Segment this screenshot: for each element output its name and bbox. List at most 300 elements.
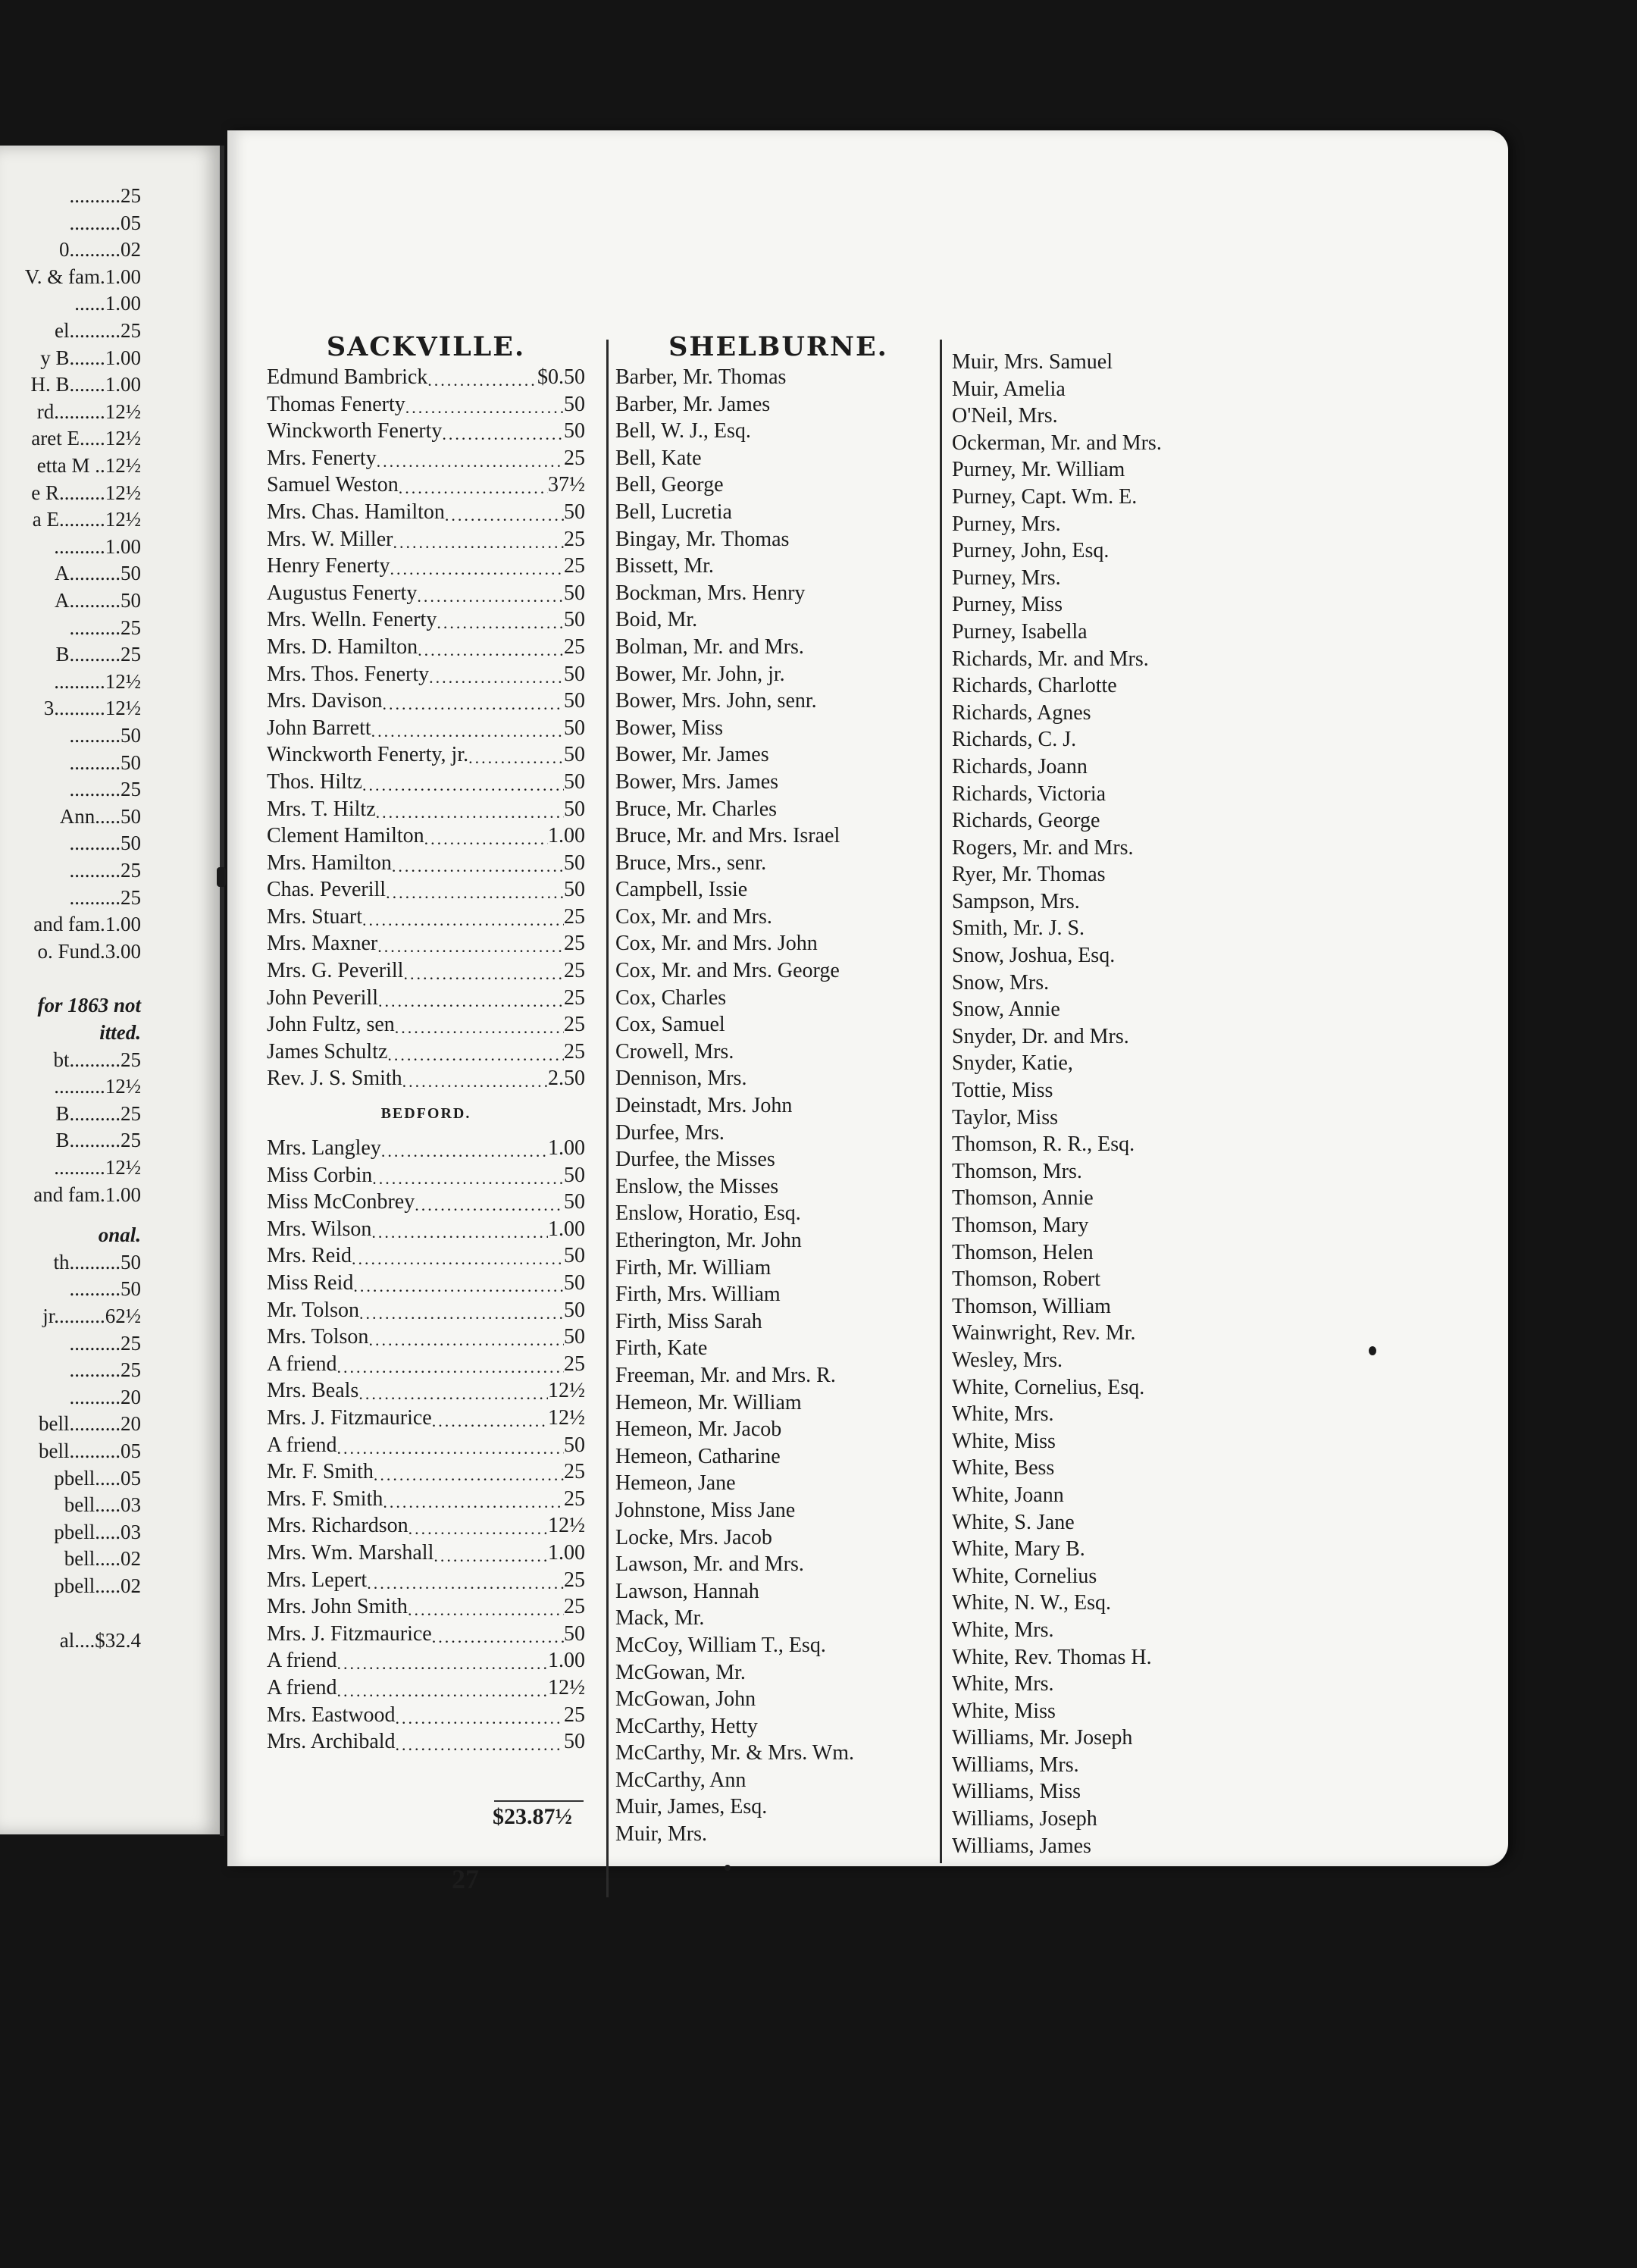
dot-leader — [376, 796, 564, 823]
contribution-entry — [267, 499, 585, 526]
contribution-entry — [267, 580, 585, 607]
left-page-row: a E.........12½ — [32, 508, 141, 531]
contribution-entry — [267, 1216, 585, 1243]
dot-leader — [399, 471, 548, 499]
contribution-amount: 50 — [564, 1621, 585, 1646]
contribution-amount: 12½ — [548, 1405, 585, 1430]
subscriber-name: Bruce, Mrs., senr. — [615, 850, 767, 875]
contributor-name: Mrs. Hamilton — [267, 850, 392, 875]
subscriber-name: Locke, Mrs. Jacob — [615, 1525, 772, 1549]
left-page-row: V. & fam.1.00 — [24, 265, 141, 288]
left-page-row: aret E.....12½ — [31, 427, 141, 450]
left-page-row: pbell.....05 — [54, 1466, 141, 1490]
left-page-row: ..........50 — [69, 750, 141, 774]
contribution-amount: 25 — [564, 1352, 585, 1376]
left-page-row: bell.....02 — [64, 1547, 141, 1571]
contributor-name: Winckworth Fenerty, jr. — [267, 743, 469, 767]
contribution-amount: 25 — [564, 1460, 585, 1484]
dot-leader — [387, 1038, 564, 1066]
contribution-entry — [267, 1405, 585, 1432]
contribution-entry — [267, 876, 585, 904]
contribution-amount: 25 — [564, 959, 585, 983]
subscriber-name: Purney, Mr. William — [952, 458, 1125, 482]
contributor-name: Mrs. G. Peverill — [267, 959, 404, 983]
bedford-total: $23.87½ — [493, 1804, 572, 1829]
dot-leader — [395, 1011, 564, 1038]
contributor-name: Mrs. Reid — [267, 1244, 352, 1268]
subscriber-name: McGowan, Mr. — [615, 1660, 746, 1684]
contribution-entry — [267, 526, 585, 553]
left-page-row: pbell.....02 — [54, 1574, 141, 1597]
dot-leader — [337, 1647, 548, 1674]
dot-leader — [427, 364, 537, 391]
contributor-name: Mrs. Beals — [267, 1379, 359, 1403]
left-page-row: ..........25 — [69, 1331, 141, 1355]
left-page-row: bell..........05 — [39, 1439, 141, 1462]
contribution-amount: 1.00 — [548, 1136, 585, 1161]
contribution-entry — [267, 1567, 585, 1594]
subscriber-name: Hemeon, Catharine — [615, 1444, 781, 1468]
contribution-entry — [267, 1351, 585, 1378]
subscriber-name: Thomson, Mrs. — [952, 1159, 1082, 1183]
subscriber-name: Bower, Mr. John, jr. — [615, 662, 785, 686]
subscriber-name: Bower, Miss — [615, 716, 723, 740]
contribution-entry — [267, 1065, 585, 1092]
subscriber-name: Bell, Kate — [615, 446, 702, 470]
dot-leader — [383, 1486, 564, 1513]
left-page-row: ..........20 — [69, 1385, 141, 1408]
subscriber-name: Firth, Kate — [615, 1336, 708, 1361]
subscriber-name: White, Mrs. — [952, 1672, 1054, 1696]
subscriber-name: McCarthy, Hetty — [615, 1714, 758, 1738]
contribution-amount: 50 — [564, 797, 585, 821]
subscriber-name: Richards, C. J. — [952, 728, 1077, 752]
subscriber-name: White, Mrs. — [952, 1402, 1054, 1427]
dot-leader — [337, 1674, 548, 1702]
subscriber-name: White, Mrs. — [952, 1618, 1054, 1642]
subscriber-name: Ryer, Mr. Thomas — [952, 863, 1106, 887]
contribution-entry — [267, 606, 585, 634]
left-page-row: th..........50 — [53, 1250, 141, 1273]
contributor-name: Clement Hamilton — [267, 824, 424, 848]
contributor-name: Mrs. F. Smith — [267, 1486, 383, 1511]
contribution-amount: 50 — [564, 850, 585, 875]
subscriber-name: Purney, John, Esq. — [952, 539, 1110, 563]
contribution-entry — [267, 1540, 585, 1567]
contributor-name: Mrs. Richardson — [267, 1514, 408, 1538]
dot-leader — [382, 688, 564, 715]
contribution-amount: 50 — [564, 419, 585, 443]
contributor-name: Mrs. J. Fitzmaurice — [267, 1405, 432, 1430]
contribution-entry — [267, 1728, 585, 1756]
contribution-amount: 12½ — [548, 1514, 585, 1538]
subscriber-name: White, Mary B. — [952, 1537, 1085, 1562]
subscriber-name: Thomson, Annie — [952, 1186, 1094, 1211]
subscriber-name: Mack, Mr. — [615, 1606, 705, 1631]
left-page-row: jr..........62½ — [42, 1305, 141, 1327]
contributor-name: Miss Reid — [267, 1271, 354, 1295]
shelburne-heading: SHELBURNE. — [668, 331, 888, 362]
contribution-amount: 25 — [564, 1039, 585, 1064]
subscriber-name: Bissett, Mr. — [615, 554, 714, 578]
contribution-amount: 50 — [564, 878, 585, 902]
contribution-amount: 25 — [564, 527, 585, 551]
subscriber-name: Thomson, Mary — [952, 1214, 1089, 1237]
subscriber-name: Snow, Joshua, Esq. — [952, 944, 1116, 968]
total-rule — [494, 1800, 584, 1802]
left-page-row: B..........25 — [55, 1129, 141, 1152]
subscriber-name: Snyder, Dr. and Mrs. — [952, 1024, 1129, 1048]
contribution-amount: 50 — [564, 1190, 585, 1214]
contribution-amount: 50 — [564, 392, 585, 416]
subscriber-name: Bell, Lucretia — [615, 500, 732, 524]
contribution-entry — [267, 1432, 585, 1459]
contribution-entry — [267, 391, 585, 418]
contribution-entry — [267, 1486, 585, 1513]
subscriber-name: Muir, Amelia — [952, 377, 1066, 401]
subscriber-name: Richards, Victoria — [952, 782, 1106, 806]
subscriber-name: Cox, Charles — [615, 985, 727, 1010]
column-rule-2 — [940, 340, 942, 1863]
contribution-amount: 25 — [564, 1013, 585, 1037]
left-page-row: ..........25 — [69, 885, 141, 909]
contributor-name: Henry Fenerty — [267, 554, 390, 578]
subscriber-name: White, Cornelius, Esq. — [952, 1375, 1145, 1399]
contribution-entry — [267, 796, 585, 823]
dot-leader — [396, 1728, 564, 1756]
dot-leader — [378, 985, 564, 1012]
contributor-name: Miss McConbrey — [267, 1190, 415, 1214]
subscriber-name: Sampson, Mrs. — [952, 889, 1080, 913]
contribution-amount: 50 — [564, 716, 585, 740]
dot-leader — [424, 822, 548, 850]
page-number: 27 — [452, 1864, 479, 1894]
contributor-name: A friend — [267, 1352, 337, 1376]
dot-leader — [367, 1567, 564, 1594]
left-page-row: ......1.00 — [74, 292, 141, 315]
shelburne-column-continued — [952, 349, 1278, 1859]
subscriber-name: Dennison, Mrs. — [615, 1067, 747, 1091]
contribution-entry — [267, 930, 585, 957]
contribution-amount: 50 — [564, 662, 585, 686]
dot-leader — [445, 499, 564, 526]
dot-leader — [353, 1270, 564, 1297]
dot-leader — [352, 1242, 564, 1270]
contributor-name: Mrs. W. Miller — [267, 527, 393, 551]
contribution-entry — [267, 715, 585, 742]
previous-page — [0, 146, 221, 1834]
contributor-name: Mrs. Tolson — [267, 1325, 369, 1349]
subscriber-name: McGowan, John — [615, 1687, 756, 1712]
subscriber-name: Crowell, Mrs. — [615, 1039, 734, 1064]
dot-leader — [418, 634, 564, 661]
left-page-row: 3..........12½ — [43, 697, 141, 720]
contribution-amount: 50 — [564, 769, 585, 794]
dot-leader — [362, 769, 564, 796]
contribution-entry — [267, 418, 585, 445]
contribution-entry — [267, 957, 585, 985]
subscriber-name: Richards, Agnes — [952, 700, 1091, 725]
subscriber-name: Cox, Mr. and Mrs. George — [615, 959, 840, 983]
contribution-entry — [267, 688, 585, 715]
contribution-amount: 37½ — [548, 473, 585, 497]
left-page-row: A..........50 — [55, 589, 141, 612]
ink-speck — [725, 1865, 731, 1871]
dot-leader — [377, 445, 564, 472]
dot-leader — [371, 1216, 548, 1243]
subscriber-name: Thomson, R. R., Esq. — [952, 1132, 1135, 1157]
subscriber-name: Campbell, Issie — [615, 878, 748, 902]
subscriber-name: Smith, Mr. J. S. — [952, 916, 1085, 941]
subscriber-name: Williams, Joseph — [952, 1807, 1097, 1831]
contributor-name: Mrs. Langley — [267, 1136, 381, 1161]
subscriber-name: White, Joann — [952, 1483, 1064, 1507]
contributor-name: Mrs. Maxner — [267, 932, 378, 956]
left-page-row: 0..........02 — [59, 238, 141, 262]
contributor-name: John Peverill — [267, 985, 378, 1010]
contributor-name: Miss Corbin — [267, 1163, 373, 1187]
contributor-name: Mrs. Fenerty — [267, 446, 377, 470]
contribution-entry — [267, 1621, 585, 1648]
subscriber-name: Purney, Mrs. — [952, 565, 1061, 590]
contributor-name: Mrs. J. Fitzmaurice — [267, 1621, 432, 1646]
left-page-row: e R.........12½ — [31, 481, 141, 504]
dot-leader — [377, 930, 564, 957]
subscriber-name: Bruce, Mr. and Mrs. Israel — [615, 824, 840, 848]
subscriber-name: Muir, Mrs. Samuel — [952, 350, 1113, 374]
subscriber-name: Bell, George — [615, 473, 724, 497]
shelburne-column — [615, 330, 934, 1848]
left-page-row: Ann.....50 — [59, 804, 141, 828]
subscriber-name: Boid, Mr. — [615, 608, 698, 632]
dot-leader — [434, 1540, 548, 1567]
subscriber-name: Bower, Mrs. James — [615, 769, 779, 794]
contribution-entry — [267, 1377, 585, 1405]
contribution-entry — [267, 1647, 585, 1674]
sackville-list — [267, 364, 585, 1092]
book-spine — [220, 146, 224, 1836]
left-page-row: rd..........12½ — [36, 399, 141, 423]
left-page-row: ..........25 — [69, 184, 141, 207]
contribution-entry — [267, 634, 585, 661]
contributor-name: John Fultz, sen — [267, 1013, 395, 1037]
subscriber-name: Thomson, Helen — [952, 1240, 1094, 1264]
left-page-row: ..........05 — [69, 211, 141, 234]
subscriber-name: Purney, Isabella — [952, 619, 1088, 644]
subscriber-name: Hemeon, Mr. William — [615, 1390, 802, 1414]
dot-leader — [362, 904, 564, 931]
shelburne-list — [615, 364, 934, 1848]
subscriber-name: Richards, Joann — [952, 754, 1088, 778]
contribution-amount: 50 — [564, 1271, 585, 1295]
contributor-name: Mrs. Welln. Fenerty — [267, 608, 437, 632]
contribution-entry — [267, 822, 585, 850]
contributor-name: Mrs. Chas. Hamilton — [267, 500, 445, 524]
contribution-amount: 50 — [564, 689, 585, 713]
contributor-name: Samuel Weston — [267, 473, 399, 497]
subscriber-name: Richards, George — [952, 809, 1100, 833]
contributor-name: Mrs. Eastwood — [267, 1703, 396, 1727]
contribution-amount: 25 — [564, 446, 585, 470]
contribution-amount: 12½ — [548, 1379, 585, 1403]
contribution-amount: 25 — [564, 554, 585, 578]
contribution-entry — [267, 1135, 585, 1162]
subscriber-name: Hemeon, Jane — [615, 1471, 736, 1496]
contribution-amount: 1.00 — [548, 1649, 585, 1673]
dot-leader — [386, 876, 564, 904]
left-page-row: bell.....03 — [64, 1493, 141, 1517]
dot-leader — [393, 526, 564, 553]
contribution-entry — [267, 364, 585, 391]
contributor-name: A friend — [267, 1649, 337, 1673]
contribution-entry — [267, 553, 585, 580]
bedford-heading: BEDFORD. — [380, 1105, 471, 1123]
subscriber-name: O'Neil, Mrs. — [952, 404, 1058, 428]
subscriber-name: White, Cornelius — [952, 1564, 1097, 1588]
dot-leader — [442, 418, 564, 445]
contribution-entry — [267, 1297, 585, 1324]
subscriber-name: Muir, Mrs. — [615, 1822, 707, 1847]
subscriber-name: Firth, Miss Sarah — [615, 1309, 762, 1333]
contributor-name: Mr. Tolson — [267, 1298, 359, 1322]
subscriber-name: Barber, Mr. Thomas — [615, 365, 787, 389]
subscriber-name: Durfee, Mrs. — [615, 1120, 725, 1145]
contribution-amount: 50 — [564, 500, 585, 524]
contributor-name: Edmund Bambrick — [267, 365, 428, 389]
subscriber-name: Enslow, the Misses — [615, 1174, 779, 1198]
subscriber-name: Freeman, Mr. and Mrs. R. — [615, 1363, 836, 1387]
left-page-row: bt..........25 — [53, 1048, 141, 1071]
subscriber-name: Wesley, Mrs. — [952, 1348, 1063, 1372]
left-page-row: ..........50 — [69, 724, 141, 747]
subscriber-name: Cox, Samuel — [615, 1013, 725, 1037]
subscriber-name: Barber, Mr. James — [615, 392, 771, 416]
dot-leader — [368, 1324, 564, 1351]
subscriber-name: Lawson, Mr. and Mrs. — [615, 1552, 804, 1577]
contribution-entry — [267, 1674, 585, 1702]
dot-leader — [372, 1162, 564, 1189]
subscriber-name: Bolman, Mr. and Mrs. — [615, 634, 804, 659]
contribution-entry — [267, 1242, 585, 1270]
left-page-row: ..........12½ — [54, 669, 141, 693]
contribution-amount: 50 — [564, 1730, 585, 1754]
dot-leader — [408, 1512, 548, 1540]
contributor-name: John Barrett — [267, 716, 371, 740]
subscriber-name: White, Miss — [952, 1699, 1056, 1723]
left-page-row: ..........1.00 — [54, 534, 141, 558]
contributor-name: A friend — [267, 1675, 337, 1699]
contribution-amount: 1.00 — [548, 1217, 585, 1241]
contributor-name: Thos. Hiltz — [267, 769, 362, 794]
subscriber-name: Snyder, Katie, — [952, 1051, 1073, 1076]
subscriber-name: Williams, Miss — [952, 1780, 1081, 1804]
left-page-row: ..........12½ — [54, 1156, 141, 1179]
left-page-row: A..........50 — [55, 562, 141, 585]
contributor-name: Mrs. Stuart — [267, 904, 362, 929]
subscriber-name: Johnstone, Miss Jane — [615, 1498, 796, 1522]
contributor-name: Mrs. T. Hiltz — [267, 797, 376, 821]
subscriber-name: Bingay, Mr. Thomas — [615, 527, 790, 551]
contributor-name: Mrs. Thos. Fenerty — [267, 662, 430, 686]
sackville-column — [267, 330, 585, 1756]
dot-leader — [396, 1702, 564, 1729]
dot-leader — [403, 957, 564, 985]
left-page-row: ..........25 — [69, 1358, 141, 1382]
contribution-amount: 50 — [564, 1163, 585, 1187]
contribution-entry — [267, 1458, 585, 1486]
contributor-name: A friend — [267, 1433, 337, 1457]
subscriber-name: White, S. Jane — [952, 1510, 1075, 1534]
left-page-row: ..........50 — [69, 1277, 141, 1301]
subscriber-name: Thomson, William — [952, 1294, 1111, 1318]
contribution-amount: 50 — [564, 608, 585, 632]
contribution-amount: 50 — [564, 1244, 585, 1268]
contributor-name: Rev. J. S. Smith — [267, 1067, 402, 1091]
column-rule-1 — [606, 340, 609, 1897]
subscriber-name: Purney, Mrs. — [952, 512, 1061, 536]
subscriber-name: McCoy, William T., Esq. — [615, 1633, 826, 1657]
subscriber-name: Rogers, Mr. and Mrs. — [952, 835, 1134, 860]
subscriber-name: Bruce, Mr. Charles — [615, 797, 778, 821]
subscriber-name: Richards, Charlotte — [952, 674, 1117, 698]
dot-leader — [381, 1135, 548, 1162]
ink-speck — [1369, 1346, 1376, 1355]
contributor-name: Winckworth Fenerty — [267, 419, 443, 443]
contribution-entry — [267, 985, 585, 1012]
left-page-row: ..........50 — [69, 832, 141, 855]
dot-leader — [432, 1621, 564, 1648]
left-page-row: ..........25 — [69, 778, 141, 801]
left-page-row: ..........25 — [69, 616, 141, 639]
shelburne-list-continued — [952, 349, 1278, 1859]
contribution-entry — [267, 904, 585, 931]
dot-leader — [337, 1351, 564, 1378]
subscriber-name: Purney, Capt. Wm. E. — [952, 484, 1138, 509]
subscriber-name: Ockerman, Mr. and Mrs. — [952, 431, 1162, 455]
subscriber-name: White, Rev. Thomas H. — [952, 1645, 1152, 1669]
contribution-entry — [267, 769, 585, 796]
subscriber-name: Williams, Mrs. — [952, 1753, 1079, 1777]
dot-leader — [374, 1458, 564, 1486]
subscriber-name: Firth, Mrs. William — [615, 1283, 781, 1307]
contribution-entry — [267, 445, 585, 472]
left-page-row: o. Fund.3.00 — [37, 939, 141, 963]
contribution-amount: 50 — [564, 1325, 585, 1349]
left-page-row: ..........25 — [69, 859, 141, 882]
contribution-entry — [267, 1593, 585, 1621]
contribution-amount: 25 — [564, 1595, 585, 1619]
dot-leader — [337, 1432, 564, 1459]
dot-leader — [371, 715, 564, 742]
dot-leader — [402, 1065, 548, 1092]
contributor-name: Thomas Fenerty — [267, 392, 405, 416]
contributor-name: Mrs. John Smith — [267, 1595, 408, 1619]
left-page-row: y B.......1.00 — [40, 346, 141, 369]
contribution-amount: 12½ — [548, 1675, 585, 1699]
subscriber-name: Cox, Mr. and Mrs. John — [615, 932, 818, 956]
left-page-row: B..........25 — [55, 1101, 141, 1125]
contribution-entry — [267, 1512, 585, 1540]
ink-speck — [217, 867, 226, 887]
subscriber-name: Enslow, Horatio, Esq. — [615, 1201, 801, 1226]
contribution-amount: 25 — [564, 904, 585, 929]
left-page-row: bell..........20 — [39, 1412, 141, 1436]
subscriber-name: Lawson, Hannah — [615, 1579, 759, 1603]
dot-leader — [408, 1593, 564, 1621]
dot-leader — [417, 580, 564, 607]
contribution-entry — [267, 1270, 585, 1297]
dot-leader — [468, 741, 564, 769]
